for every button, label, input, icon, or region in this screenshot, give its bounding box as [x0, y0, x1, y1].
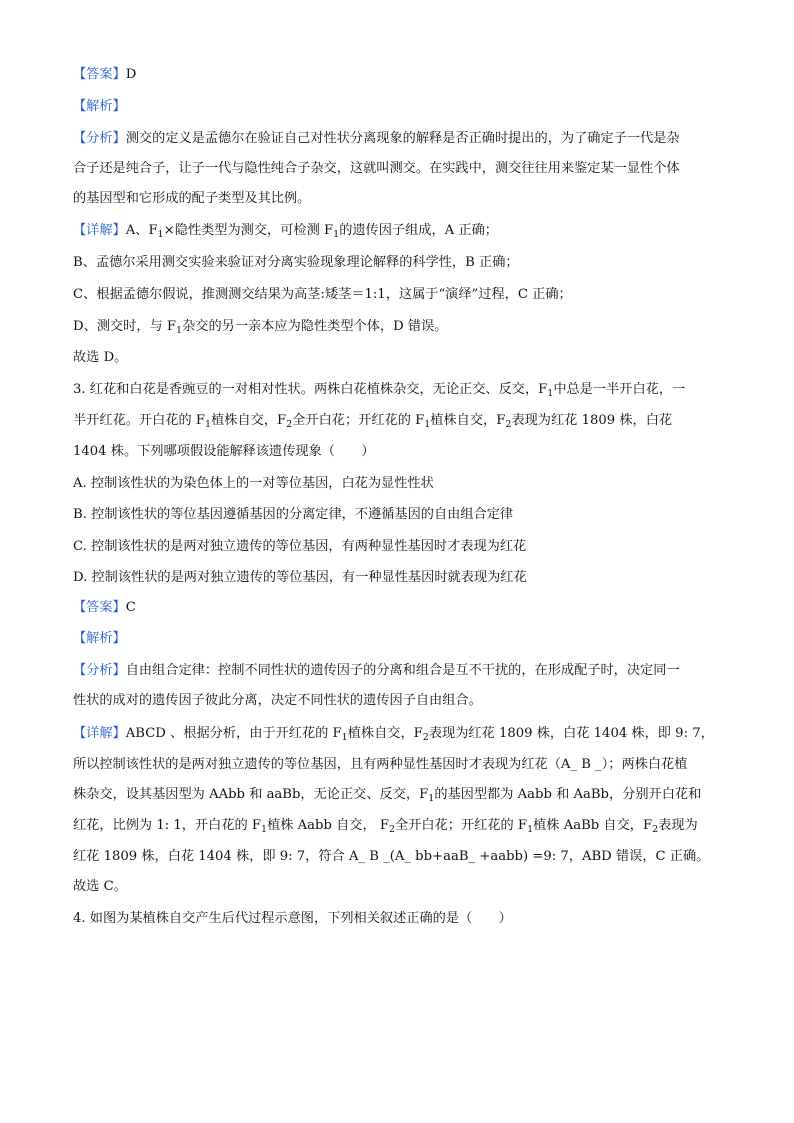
detail-text: 植株自交，F — [347, 726, 423, 741]
question-text: 表现为红花 1809 株，白花 — [511, 413, 673, 428]
subscript: 1 — [341, 732, 348, 743]
detail-text: ABCD 、根据分析，由于开红花的 F — [125, 726, 342, 741]
detail-text: 植株 Aabb 自交， F — [267, 818, 389, 833]
fenxi-line-2: 合子还是纯合子，让子一代与隐性纯合子杂交，这就叫测交。在实践中，测交往往用来鉴定某一显性个体 — [73, 161, 680, 176]
subscript: 1 — [176, 325, 183, 336]
detail-line-4 — [73, 816, 698, 836]
question-text: 植株自交，F — [211, 413, 287, 428]
fenxi-tag: 【分析】 — [73, 131, 126, 146]
subscript: 1 — [261, 824, 268, 835]
fenxi-line-1 — [73, 661, 680, 681]
subscript: 2 — [505, 419, 512, 430]
detail-text: 全开白花；开红花的 F — [395, 818, 528, 833]
subscript: 1 — [428, 793, 435, 804]
fenxi-line-3: 的基因型和它形成的配子类型及其比例。 — [73, 191, 311, 206]
detail-line-3 — [73, 785, 701, 805]
detail-line-a — [73, 221, 498, 241]
detail-line-c: C、根据孟德尔假说，推测测交结果为高茎:矮茎＝1:1，这属于“演绎”过程，C 正确； — [73, 287, 572, 302]
analysis-line — [73, 629, 126, 649]
detail-text: 表现为红花 1809 株，白花 1404 株，即 9: 7， — [428, 726, 714, 741]
question-text: 全开白花；开红花的 F — [292, 413, 425, 428]
subscript: 1 — [157, 229, 164, 240]
detail-line-b: B、孟德尔采用测交实验来验证对分离实验现象理论解释的科学性，B 正确； — [73, 255, 519, 270]
conclusion-line: 故选 C。 — [73, 879, 127, 894]
question-4-line-1: 4. 如图为某植株自交产生后代过程示意图，下列相关叙述正确的是（ ） — [73, 911, 512, 926]
fenxi-line-1 — [73, 129, 680, 149]
question-text: 中总是一半开白花，一 — [553, 382, 686, 397]
subscript: 1 — [527, 824, 534, 835]
subscript: 2 — [652, 824, 659, 835]
detail-text: 的基因型都为 Aabb 和 AaBb，分别开白花和 — [434, 787, 702, 802]
option-d: D. 控制该性状的是两对独立遗传的等位基因，有一种显性基因时就表现为红花 — [73, 570, 527, 585]
detail-line-1 — [73, 724, 714, 744]
detail-text: 红花，比例为 1: 1，开白花的 F — [73, 818, 262, 833]
option-c: C. 控制该性状的是两对独立遗传的等位基因，有两种显性基因时才表现为红花 — [73, 539, 527, 554]
answer-line — [73, 598, 136, 618]
fenxi-text: 自由组合定律：控制不同性状的遗传因子的分离和组合是互不干扰的，在形成配子时，决定同一 — [125, 663, 680, 678]
question-3-line-1 — [73, 380, 685, 400]
detail-text: 表现为 — [658, 818, 698, 833]
option-b: B. 控制该性状的等位基因遵循基因的分离定律，不遵循基因的自由组合定律 — [73, 507, 514, 522]
analysis-line — [73, 97, 126, 117]
detail-text: 植株 AaBb 自交，F — [533, 818, 653, 833]
conclusion-line: 故选 D。 — [73, 350, 128, 365]
subscript: 1 — [424, 419, 431, 430]
detail-text: 杂交的另一亲本应为隐性类型个体，D 错误。 — [182, 319, 448, 334]
detail-text: 的遗传因子组成，A 正确； — [339, 223, 498, 238]
subscript: 2 — [389, 824, 396, 835]
subscript: 1 — [205, 419, 212, 430]
answer-line — [73, 65, 136, 85]
detail-line-5: 红花 1809 株，白花 1404 株，即 9: 7，符合 A_ B _(A_ bb+aaB_ +aabb) =9: 7，ABD 错误，C 正确。 — [73, 849, 710, 864]
fenxi-line-2: 性状的成对的遗传因子彼此分离，决定不同性状的遗传因子自由组合。 — [73, 693, 482, 708]
fenxi-tag: 【分析】 — [73, 663, 126, 678]
detail-text: A、F — [125, 223, 158, 238]
question-3-line-3: 1404 株。下列哪项假设能解释该遗传现象（ ） — [73, 444, 375, 459]
detail-text: D、测交时，与 F — [73, 319, 177, 334]
detail-line-d — [73, 317, 447, 337]
question-text: 3. 红花和白花是香豌豆的一对相对性状。两株白花植株杂交，无论正交、反交，F — [73, 382, 548, 397]
subscript: 1 — [547, 388, 554, 399]
answer-value: D — [125, 67, 137, 82]
detail-text: 株杂交，设其基因型为 AAbb 和 aaBb，无论正交、反交，F — [73, 787, 429, 802]
option-a: A. 控制该性状的为染色体上的一对等位基因，白花为显性性状 — [73, 476, 434, 491]
analysis-tag: 【解析】 — [73, 99, 126, 114]
question-text: 植株自交，F — [430, 413, 506, 428]
detail-tag: 【详解】 — [73, 223, 126, 238]
subscript: 2 — [286, 419, 293, 430]
question-3-line-2 — [73, 411, 672, 431]
detail-text: ×隐性类型为测交，可检测 F — [163, 223, 334, 238]
answer-tag: 【答案】 — [73, 67, 126, 82]
subscript: 1 — [333, 229, 340, 240]
detail-line-2: 所以控制该性状的是两对独立遗传的等位基因，且有两种显性基因时才表现为红花（A_ B _）；两株白花植 — [73, 757, 688, 772]
subscript: 2 — [422, 732, 429, 743]
fenxi-text: 测交的定义是孟德尔在验证自己对性状分离现象的解释是否正确时提出的，为了确定子一代是杂 — [125, 131, 680, 146]
analysis-tag: 【解析】 — [73, 631, 126, 646]
answer-tag: 【答案】 — [73, 600, 126, 615]
answer-value: C — [125, 600, 136, 615]
question-text: 半开红花。开白花的 F — [73, 413, 206, 428]
detail-tag: 【详解】 — [73, 726, 126, 741]
